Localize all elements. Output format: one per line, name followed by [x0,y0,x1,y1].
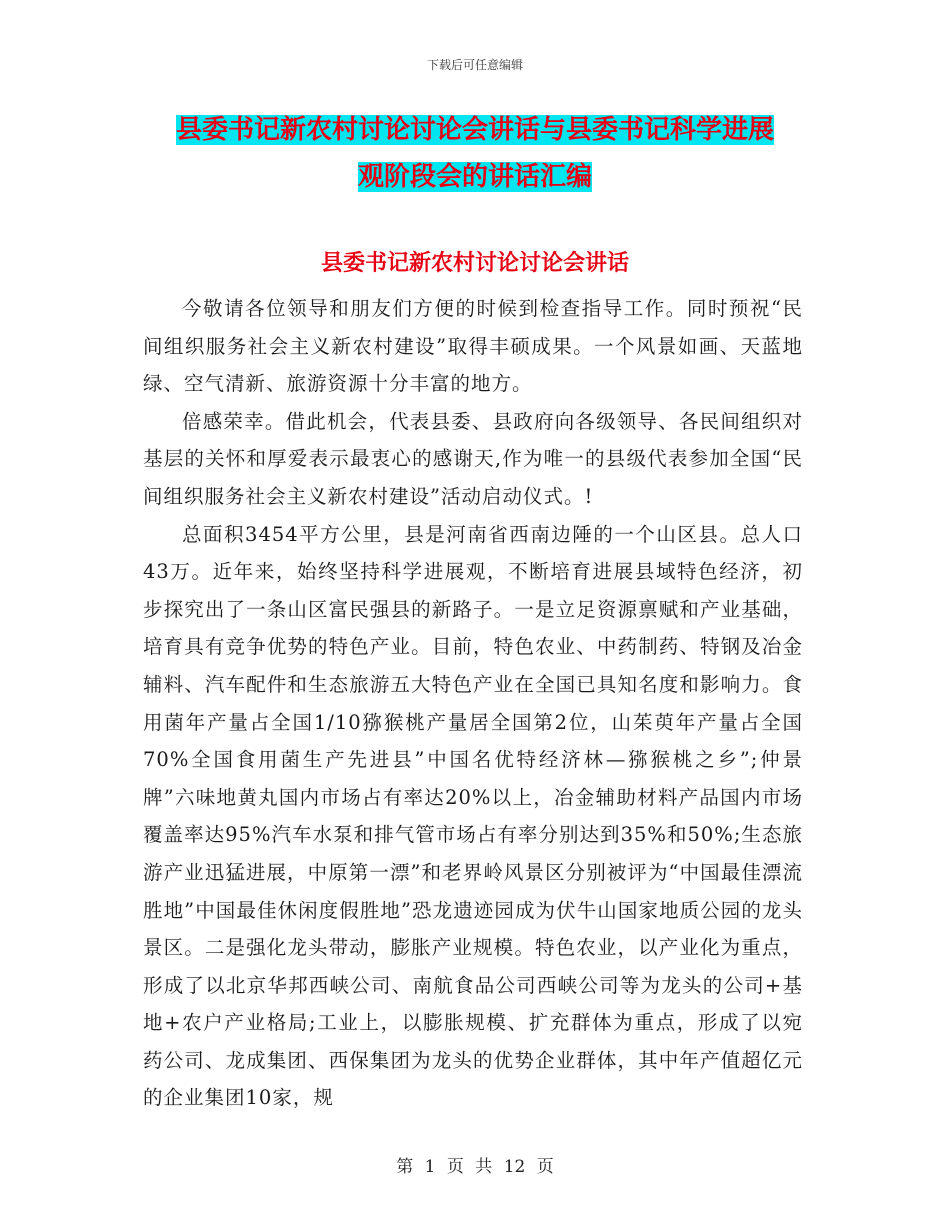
document-title-line-1: 县委书记新农村讨论讨论会讲话与县委书记科学进展 [175,115,774,145]
paragraph: 今敬请各位领导和朋友们方便的时候到检查指导工作。同时预祝“民间组织服务社会主义新农村建设”取得丰硕成果。一个风景如画、天蓝地绿、空气清新、旅游资源十分丰富的地方。 [143,297,803,396]
paragraph: 倍感荣幸。借此机会，代表县委、县政府向各级领导、各民间组织对基层的关怀和厚爱表示最衷心的感谢天,作为唯一的县级代表参加全国“民间组织服务社会主义新农村建设”活动启动仪式。! [143,409,803,508]
paragraph: 总面积3454平方公里，县是河南省西南边陲的一个山区县。总人口43万。近年来，始终坚持科学进展观，不断培育进展县域特色经济，初步探究出了一条山区富民强县的新路子。一是立足资源禀赋和产业基础，培育具有竞争优势的特色产业。目前，特色农业、中药制药、特钢及冶金辅料、汽车配件和生态旅游五大特色产业在全国已具知名度和影响力。食用菌年产量占全国1/10猕猴桃产量居全国第2位，山茱萸年产量占全国70%全国食用菌生产先进县”中国名优特经济林—猕猴桃之乡”;仲景牌”六味地黄丸国内市场占有率达20%以上，冶金辅助材料产品国内市场覆盖率达95%汽车水泵和排气管市场占有率分别达到35%和50%;生态旅游产业迅猛进展，中原第一漂”和老界岭风景区分别被评为“中国最佳漂流胜地”中国最佳休闲度假胜地”恐龙遗迹园成为伏牛山国家地质公园的龙头景区。二是强化龙头带动，膨胀产业规模。特色农业，以产业化为重点，形成了以北京华邦西峡公司、南航食品公司西峡公司等为龙头的公司+基地+农户产业格局;工业上，以膨胀规模、扩充群体为重点，形成了以宛药公司、龙成集团、西保集团为龙头的优势企业群体，其中年产值超亿元的企业集团10家，规 [143,522,803,1110]
section-title: 县委书记新农村讨论讨论会讲话 [320,251,629,276]
body-text [143,290,803,1117]
document-title [150,107,800,201]
document-title-line-2: 观阶段会的讲话汇编 [357,162,592,192]
page-number-footer: 第 1 页 共 12 页 [396,1157,554,1177]
page-header-note: 下载后可任意编辑 [426,58,523,72]
